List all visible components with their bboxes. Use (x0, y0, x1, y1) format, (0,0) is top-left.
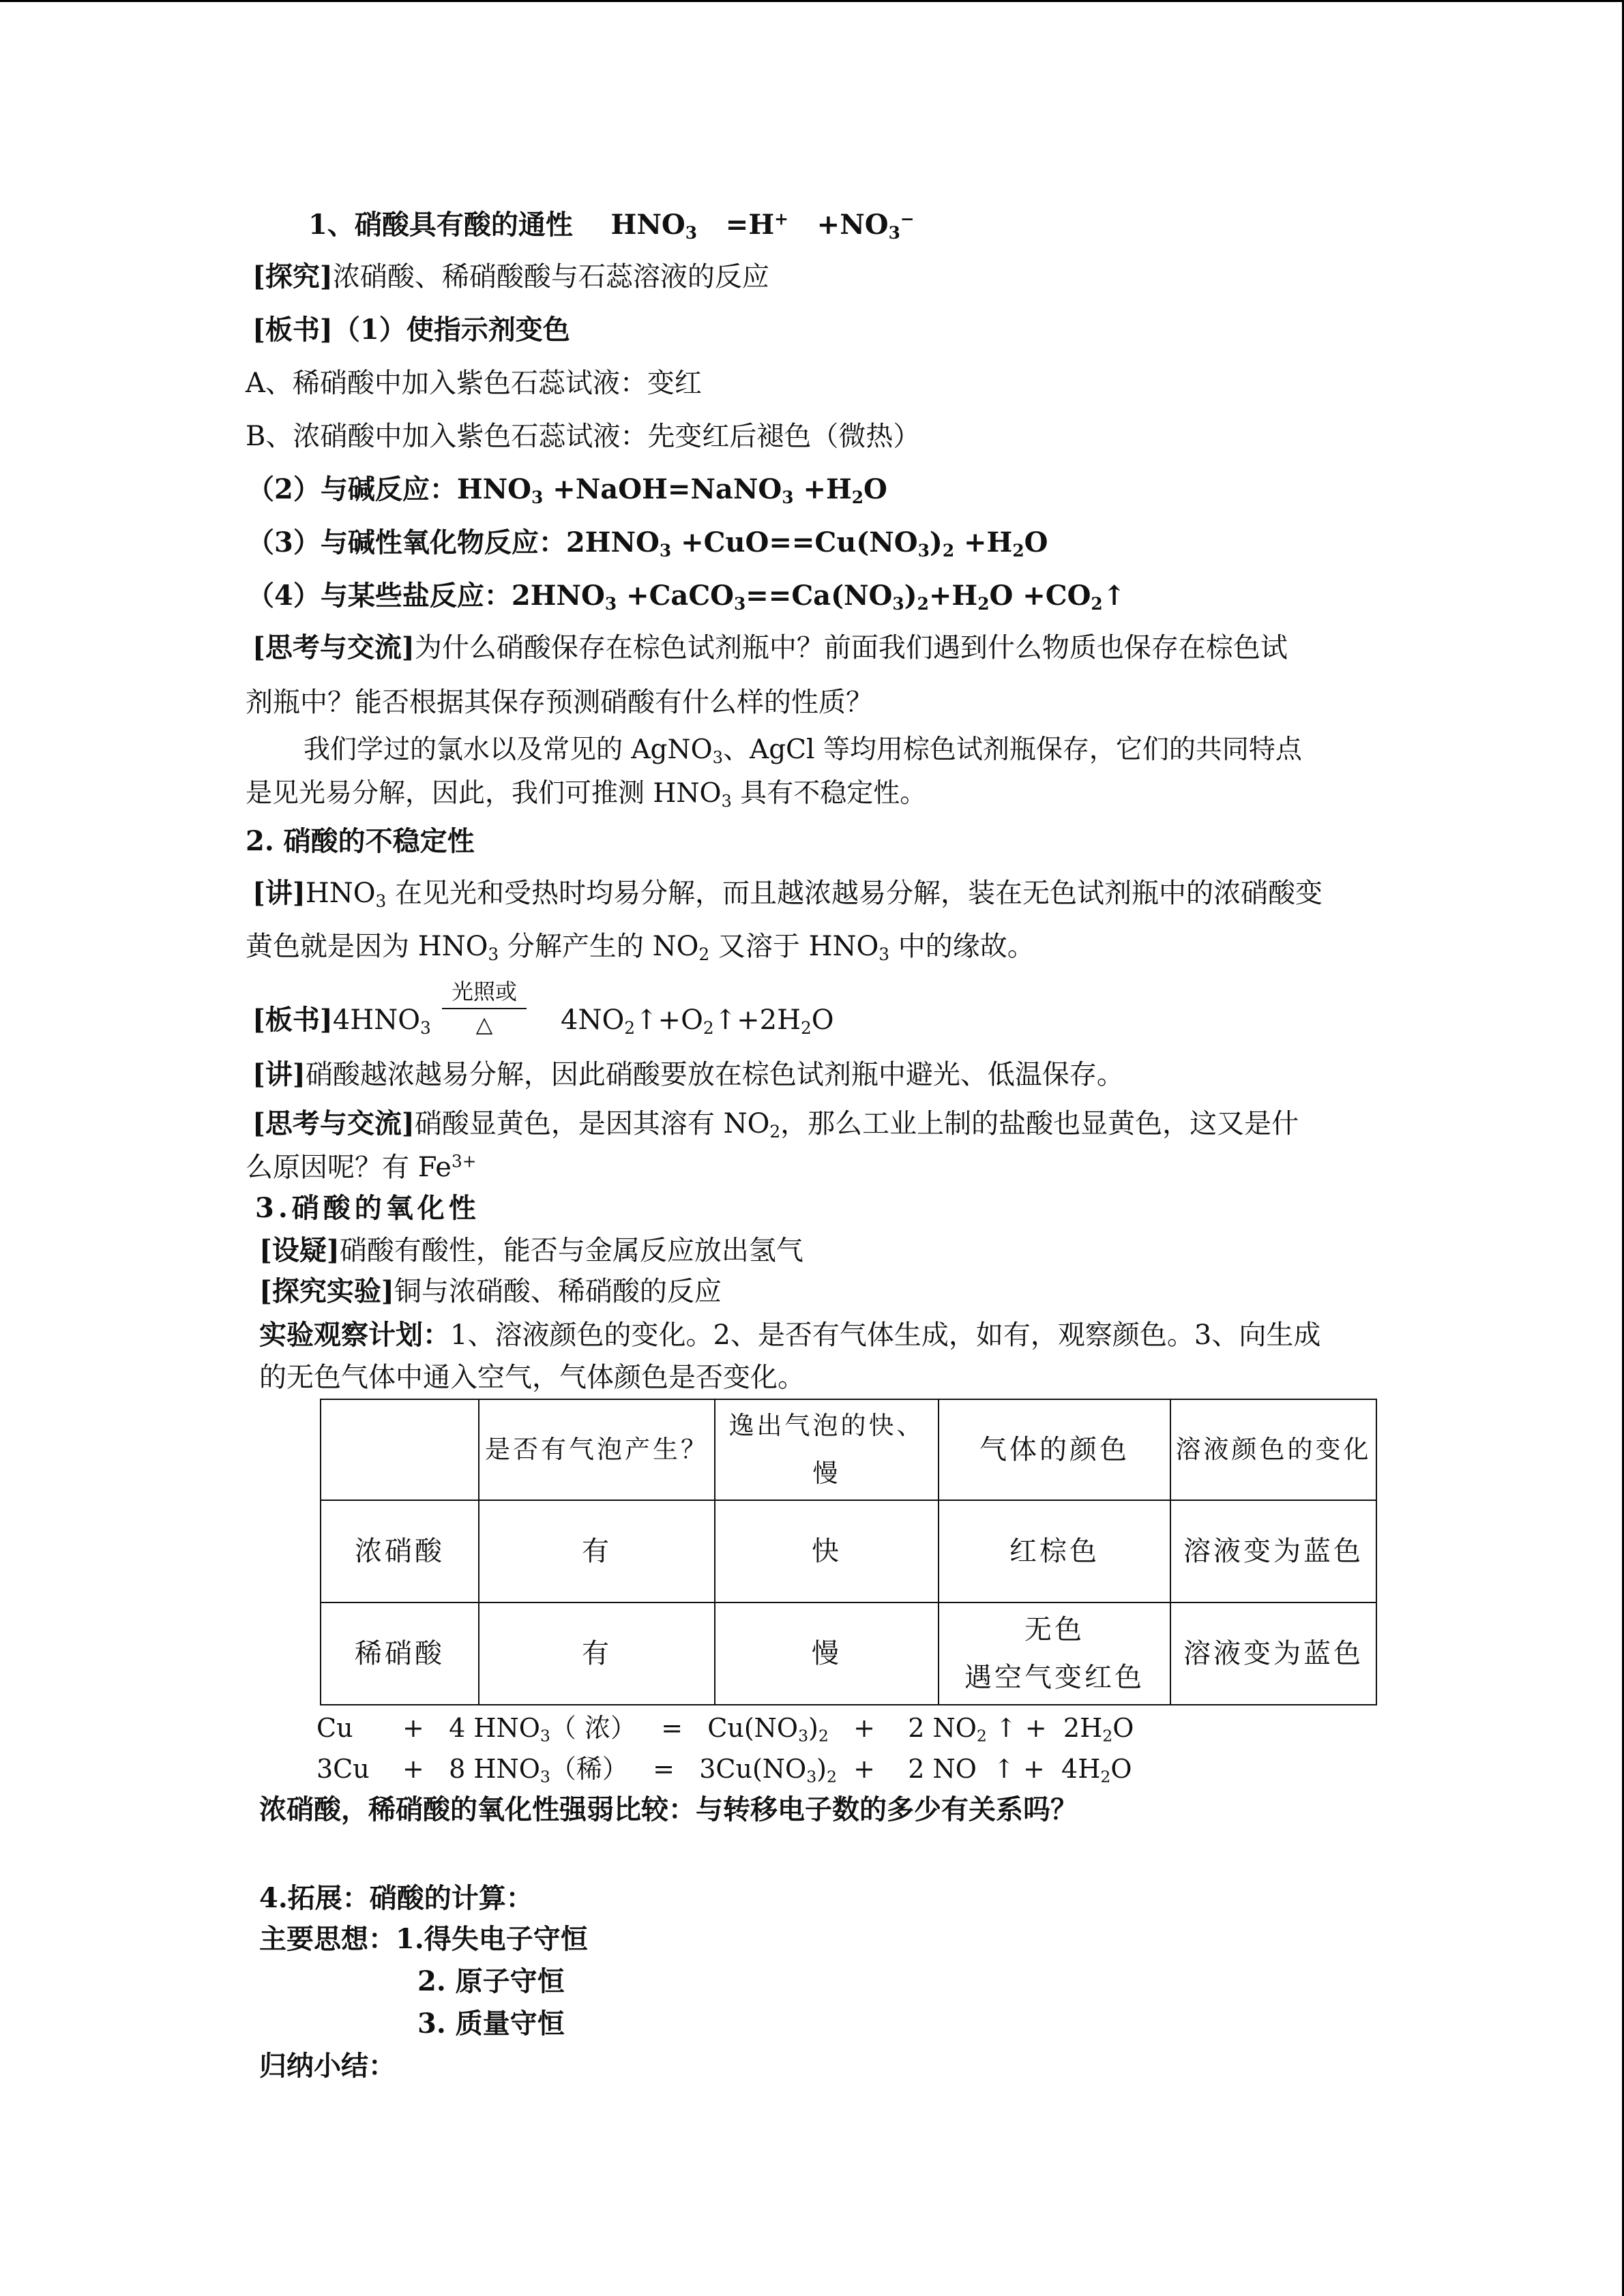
doubt-line: [设疑]硝酸有酸性，能否与金属反应放出氢气 (259, 1234, 803, 1266)
table-cell: 慢 (715, 1602, 939, 1705)
equation-dilute: 3Cu + 8 $HNO_3$（稀） = $3Cu(NO_3)_2$ + 2 NO ↑ + $4H_2O$ (316, 1754, 1132, 1787)
table-cell: 溶液变为蓝色 (1170, 1500, 1376, 1602)
main-ideas-line-1: 主要思想：1.得失电子守恒 (259, 1923, 588, 1955)
board-line-1: [板书]（1）使指示剂变色 (252, 314, 570, 346)
table-header-cell: 是否有气泡产生？ (479, 1399, 715, 1500)
table-cell: 有 (479, 1500, 715, 1602)
equation-concentrated: Cu + 4 $HNO_3$（ 浓） = $Cu(NO_3)_2$ + 2 $NO_2$ ↑ + $2H_2O$ (316, 1713, 1134, 1746)
gas-color-note: 遇空气变红色 (964, 1662, 1145, 1693)
table-cell: 快 (715, 1500, 939, 1602)
table-cell: 稀硝酸 (321, 1602, 479, 1705)
section-4-heading: 4.拓展：硝酸的计算： (259, 1882, 533, 1914)
lecture-line-2: 黄色就是因为 $HNO_3$ 分解产生的 $NO_2$ 又溶于 $HNO_3$ 中的缘故。 (246, 931, 1035, 964)
reaction-2: （2）与碱反应：$HNO_3$ +NaOH=NaNO$_3$ $+H_2O$ (247, 473, 887, 507)
line-a: A、稀硝酸中加入紫色石蕊试液：变红 (246, 368, 702, 399)
table-header-cell: 逸出气泡的快、慢 (715, 1399, 939, 1500)
table-header-row (321, 1399, 1376, 1500)
line-b: B、浓硝酸中加入紫色石蕊试液：先变红后褪色（微热） (246, 421, 921, 452)
para-line-1: 我们学过的氯水以及常见的 AgNO$_3$、AgCl 等均用棕色试剂瓶保存，它们的共同特点 (304, 734, 1302, 767)
think-line-2: 剂瓶中？能否根据其保存预测硝酸有什么样的性质？ (246, 687, 873, 718)
table-header-cell: 溶液颜色的变化 (1170, 1399, 1376, 1500)
table-cell: 有 (479, 1602, 715, 1705)
table-cell: 溶液变为蓝色 (1170, 1602, 1376, 1705)
explore-line: [探究]浓硝酸、稀硝酸酸与石蕊溶液的反应 (252, 260, 769, 293)
para-line-2: 是见光易分解，因此，我们可推测 $HNO_3$ 具有不稳定性。 (246, 778, 927, 811)
table-row (321, 1500, 1376, 1602)
plan-line-2: 的无色气体中通入空气，气体颜色是否变化。 (259, 1362, 805, 1393)
table-cell: 红棕色 (939, 1500, 1170, 1602)
table-cell (939, 1602, 1170, 1705)
reaction-condition: 光照或 △ (442, 976, 527, 1039)
summary-heading: 归纳小结： (259, 2050, 396, 2082)
section-1-heading: 1、硝酸具有酸的通性 $HNO_3$ =H+ $+NO_3^-$ (308, 209, 915, 243)
reaction-4: （4）与某些盐反应：$2HNO_3$ $+CaCO_3==Ca(NO_3)_2+H_2O$ $+CO_2↑$ (247, 580, 1126, 614)
page-border-top (0, 0, 1624, 2)
table-header-cell (321, 1399, 479, 1500)
gas-color-line: 无色 (1024, 1614, 1084, 1645)
table-cell: 浓硝酸 (321, 1500, 479, 1602)
experiment-line: [探究实验]铜与浓硝酸、稀硝酸的反应 (259, 1275, 722, 1307)
lecture-line-3: [讲]硝酸越浓越易分解，因此硝酸要放在棕色试剂瓶中避光、低温保存。 (252, 1058, 1124, 1090)
decomposition-products: $4NO_2↑+O_2↑+2H_2O$ (561, 1004, 834, 1038)
section-2-heading: 2. 硝酸的不稳定性 (246, 825, 475, 857)
think2-line-2: 么原因呢？有 $Fe^{3+}$ (246, 1151, 477, 1183)
section-3-heading: 3.硝酸的氧化性 (255, 1192, 480, 1224)
board-line-2: [板书]$4HNO_3$ (252, 1004, 431, 1038)
comparison-question: 浓硝酸，稀硝酸的氧化性强弱比较：与转移电子数的多少有关系吗？ (259, 1793, 1078, 1825)
main-ideas-line-2: 2. 原子守恒 (417, 1965, 565, 1997)
reaction-3: （3）与碱性氧化物反应：$2HNO_3 +CuO==Cu(NO_3)_2 +H_2O$ (247, 526, 1048, 561)
experiment-table (320, 1399, 1377, 1705)
think-line-1: [思考与交流]为什么硝酸保存在棕色试剂瓶中？前面我们遇到什么物质也保存在棕色试 (252, 631, 1288, 664)
table-row (321, 1602, 1376, 1705)
main-ideas-line-3: 3. 质量守恒 (417, 2008, 565, 2040)
think2-line-1: [思考与交流]硝酸显黄色，是因其溶有 $NO_2$，那么工业上制的盐酸也显黄色，这又是什 (252, 1107, 1299, 1142)
lecture-line-1: [讲]$HNO_3$ 在见光和受热时均易分解，而且越浓越易分解，装在无色试剂瓶中的浓硝酸变 (252, 877, 1323, 911)
plan-line-1: 实验观察计划：1、溶液颜色的变化。2、是否有气体生成，如有，观察颜色。3、向生成 (259, 1319, 1321, 1351)
table-header-cell: 气体的颜色 (939, 1399, 1170, 1500)
